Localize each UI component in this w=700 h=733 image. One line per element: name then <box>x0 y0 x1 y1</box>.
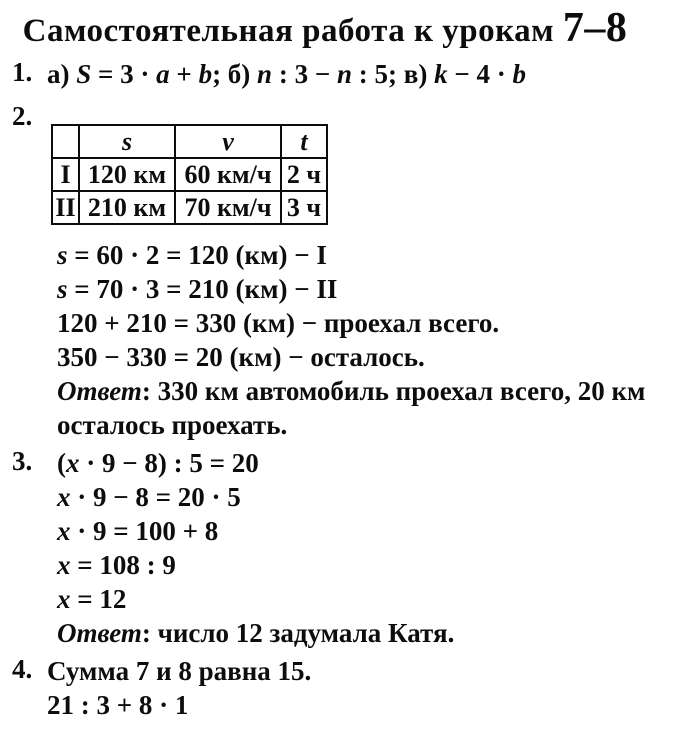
table-row-1 <box>52 158 327 191</box>
table-corner-cell <box>52 125 79 158</box>
table-cell-row2-label: II <box>52 191 79 224</box>
solution-line-4: 350 − 330 = 20 (км) − осталось. <box>57 342 425 372</box>
table-cell-row1-s: 120 км <box>79 158 175 191</box>
table-header-t: t <box>281 125 327 158</box>
solution-line-2: s = 70 · 3 = 210 (км) − II <box>57 274 338 304</box>
answer-line: Ответ: число 12 задумала Катя. <box>57 618 455 648</box>
problem-1 <box>12 57 526 91</box>
problem-1-number: 1. <box>12 57 33 87</box>
problem-3-number: 3. <box>12 446 33 476</box>
table-header-s: s <box>79 125 175 158</box>
equation-line-1: (x · 9 − 8) : 5 = 20 <box>57 448 259 478</box>
table-cell-row1-label: I <box>52 158 79 191</box>
problem-3 <box>12 446 454 650</box>
problem-4-number: 4. <box>12 654 33 684</box>
answer-line-part2: осталось проехать. <box>57 410 288 440</box>
table-row-2 <box>52 191 327 224</box>
expression-line: 21 : 3 + 8 · 1 <box>47 690 189 720</box>
table-cell-row2-v: 70 км/ч <box>175 191 281 224</box>
problem-2-solution <box>57 238 645 442</box>
statement-line: Сумма 7 и 8 равна 15. <box>47 656 312 686</box>
table-cell-row1-t: 2 ч <box>281 158 327 191</box>
equation-line-2: x · 9 − 8 = 20 · 5 <box>57 482 241 512</box>
problem-1-expressions: а) S = 3 · a + b; б) n : 3 − n : 5; в) k − 4 · b <box>47 59 526 89</box>
table-cell-row2-s: 210 км <box>79 191 175 224</box>
page-title: Самостоятельная работа к урокам 7–8 <box>22 5 628 51</box>
problem-4 <box>12 654 311 722</box>
problem-2-number: 2. <box>12 101 33 131</box>
table-header-row <box>52 125 327 158</box>
equation-line-5: x = 12 <box>57 584 127 614</box>
equation-line-3: x · 9 = 100 + 8 <box>57 516 219 546</box>
table-cell-row2-t: 3 ч <box>281 191 327 224</box>
equation-line-4: x = 108 : 9 <box>57 550 176 580</box>
table-cell-row1-v: 60 км/ч <box>175 158 281 191</box>
problem-3-solution <box>57 446 454 650</box>
answer-line-part1: Ответ: 330 км автомобиль проехал всего, 20 км <box>57 376 646 406</box>
problem-4-solution <box>47 654 311 722</box>
solution-line-1: s = 60 · 2 = 120 (км) − I <box>57 240 327 270</box>
solution-line-3: 120 + 210 = 330 (км) − проехал всего. <box>57 308 500 338</box>
speed-distance-time-table <box>51 124 328 225</box>
table-header-v: v <box>175 125 281 158</box>
